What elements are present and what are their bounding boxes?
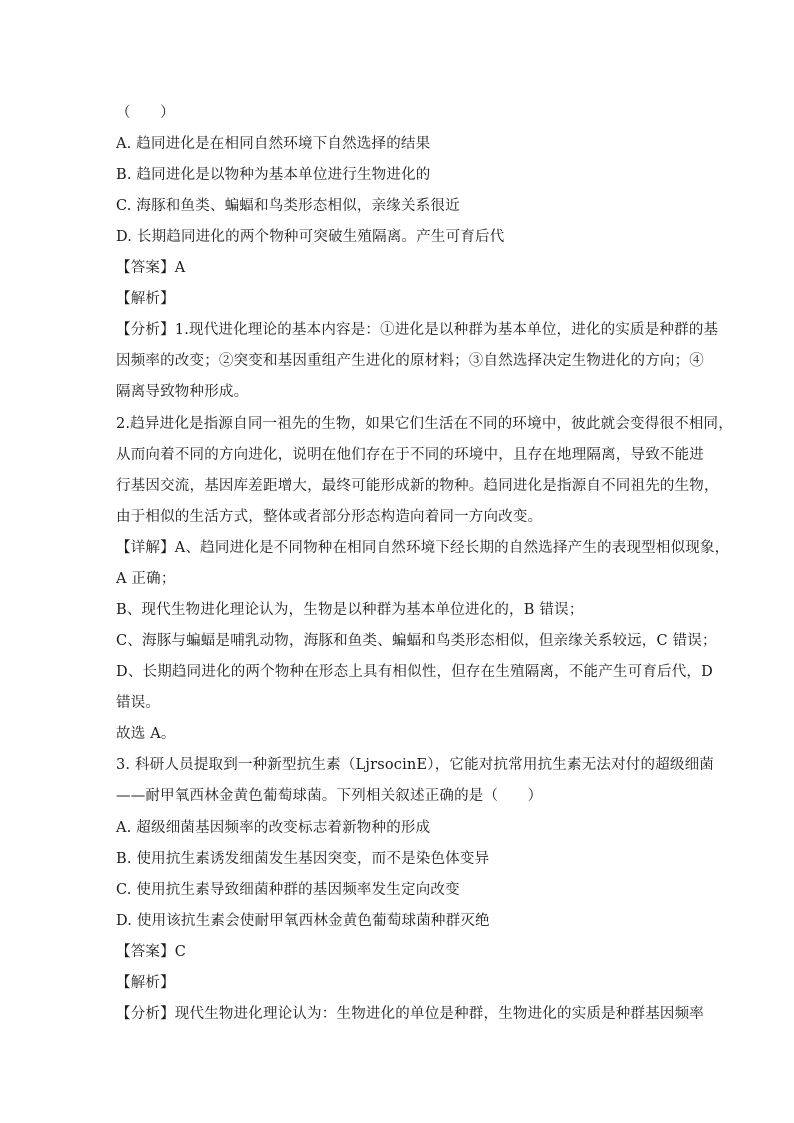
detail-paragraph-line: 【详解】A、趋同进化是不同物种在相同自然环境下经长期的自然选择产生的表现型相似现象， — [116, 540, 730, 556]
analysis-paragraph-line: 因频率的改变；②突变和基因重组产生进化的原材料；③自然选择决定生物进化的方向；④ — [116, 353, 704, 369]
analysis-paragraph-line: 隔离导致物种形成。 — [116, 384, 249, 400]
option-d: D. 长期趋同进化的两个物种可突破生殖隔离。产生可育后代 — [116, 229, 505, 245]
analysis-paragraph-line: 【分析】现代生物进化理论认为：生物进化的单位是种群，生物进化的实质是种群基因频率 — [116, 1006, 704, 1022]
option-c: C. 海豚和鱼类、蝙蝠和鸟类形态相似，亲缘关系很近 — [116, 198, 460, 214]
option-b: B. 趋同进化是以物种为基本单位进行生物进化的 — [116, 167, 431, 183]
answer-label: 【答案】A — [116, 260, 186, 276]
conclusion-line: 故选 A。 — [116, 726, 176, 742]
explanation-label: 【解析】 — [116, 975, 175, 991]
question-2-bracket: （ ） — [116, 105, 175, 121]
detail-paragraph-line: A 正确； — [116, 571, 176, 587]
analysis-paragraph-line: 【分析】1.现代进化理论的基本内容是：①进化是以种群为基本单位，进化的实质是种群的基 — [116, 322, 719, 338]
option-a: A. 趋同进化是在相同自然环境下自然选择的结果 — [116, 136, 431, 152]
detail-paragraph-line: C、海豚与蝙蝠是哺乳动物，海豚和鱼类、蝙蝠和鸟类形态相似，但亲缘关系较远，C 错误； — [116, 633, 717, 649]
analysis-paragraph-line: 行基因交流，基因库差距增大，最终可能形成新的物种。趋同进化是指源自不同祖先的生物， — [116, 478, 719, 494]
option-c: C. 使用抗生素导致细菌种群的基因频率发生定向改变 — [116, 882, 460, 898]
analysis-paragraph-line: 2.趋异进化是指源自同一祖先的生物，如果它们生活在不同的环境中，彼此就会变得很不相同， — [116, 416, 733, 432]
detail-paragraph-line: 错误。 — [116, 695, 161, 711]
question-3-stem: ——耐甲氧西林金黄色葡萄球菌。下列相关叙述正确的是（ ） — [116, 788, 543, 804]
option-a: A. 超级细菌基因频率的改变标志着新物种的形成 — [116, 820, 431, 836]
option-d: D. 使用该抗生素会使耐甲氧西林金黄色葡萄球菌种群灭绝 — [116, 913, 490, 929]
explanation-label: 【解析】 — [116, 291, 175, 307]
detail-paragraph-line: D、长期趋同进化的两个物种在形态上具有相似性，但存在生殖隔离，不能产生可育后代，D — [116, 664, 713, 680]
analysis-paragraph-line: 从而向着不同的方向进化，说明在他们存在于不同的环境中，且存在地理隔离，导致不能进 — [116, 447, 704, 463]
question-3-stem: 3. 科研人员提取到一种新型抗生素（LjrsocinE），它能对抗常用抗生素无法对付的超级细菌 — [116, 757, 714, 773]
detail-paragraph-line: B、现代生物进化理论认为，生物是以种群为基本单位进化的，B 错误； — [116, 602, 584, 618]
answer-label: 【答案】C — [116, 944, 187, 960]
analysis-paragraph-line: 由于相似的生活方式，整体或者部分形态构造向着同一方向改变。 — [116, 509, 543, 525]
option-b: B. 使用抗生素诱发细菌发生基因突变，而不是染色体变异 — [116, 851, 490, 867]
